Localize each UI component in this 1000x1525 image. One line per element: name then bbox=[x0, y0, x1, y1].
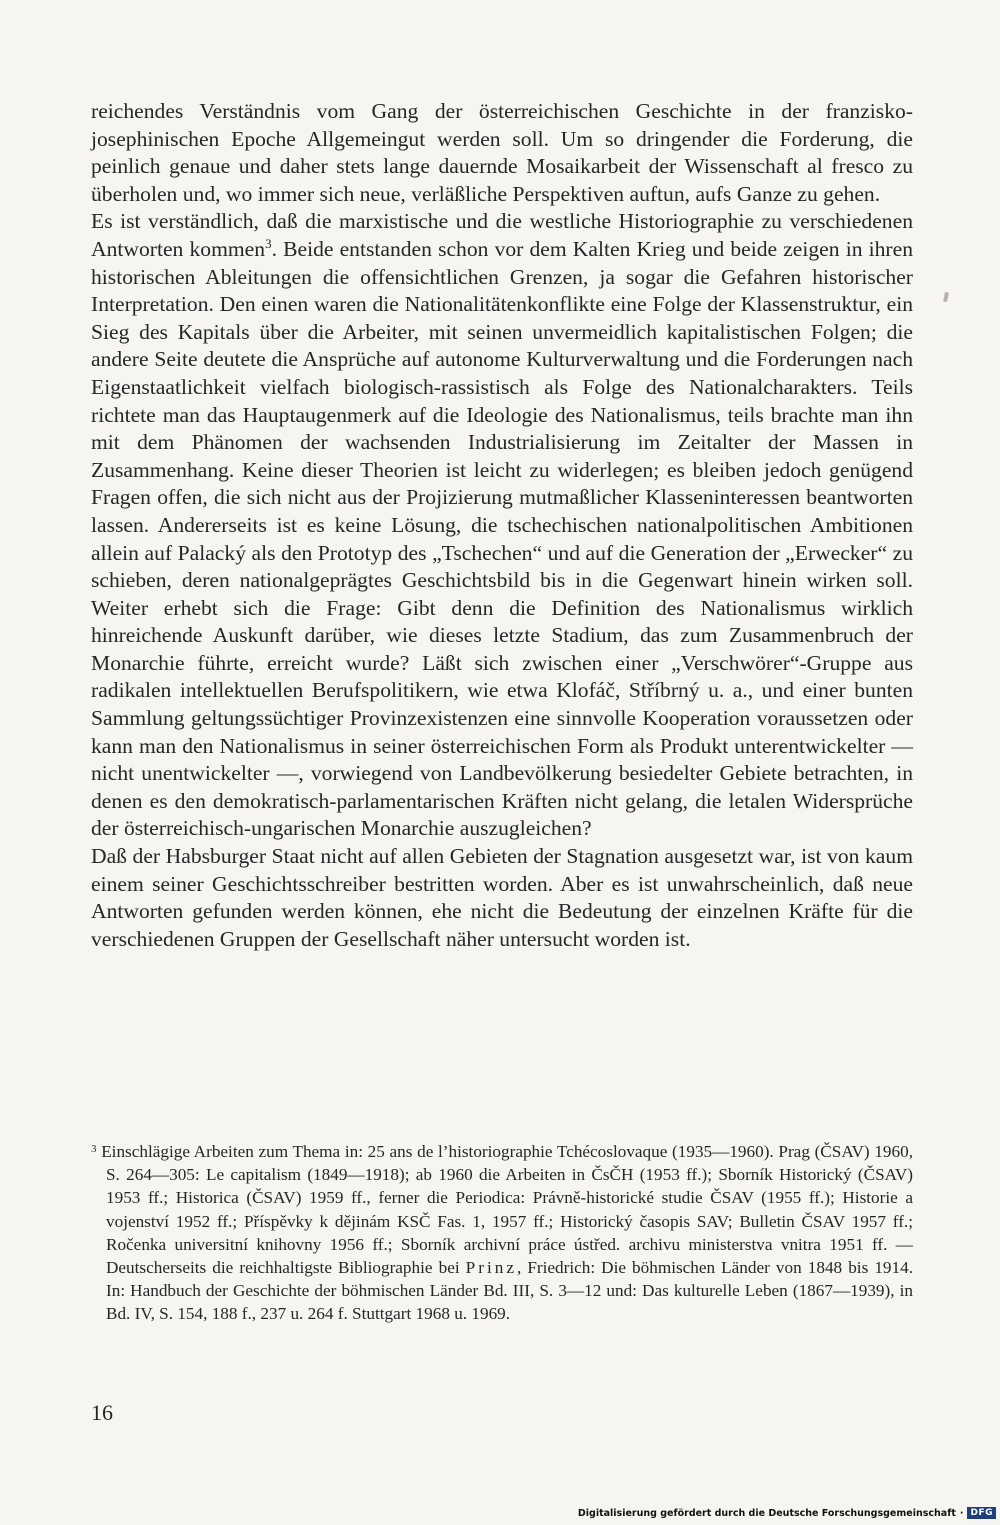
footnote-marker: 3 bbox=[91, 1143, 97, 1155]
footnote-author: Prinz bbox=[465, 1258, 517, 1278]
scan-speck bbox=[943, 292, 949, 303]
paragraph-1: reichendes Verständnis vom Gang der österreichischen Geschichte in der franzisko-josephinischen Epoche Allgemeingut werden soll. Um so dringender die Forderung, die peinlich genaue und daher stets lange dauernde Mosaikarbeit der Wissenschaft al fresco zu überholen und, wo immer sich neue, verläßliche Perspektiven auftun, aufs Ganze zu gehen. bbox=[91, 99, 913, 206]
dfg-logo-icon: DFG bbox=[967, 1507, 996, 1519]
page-number: 16 bbox=[91, 1400, 113, 1425]
paragraph-2-start: Es ist verständlich, daß die marxistische und die westliche Historiographie zu verschiedenen Antworten kommen bbox=[91, 209, 913, 261]
paragraph-2 bbox=[91, 208, 913, 843]
footnote-text-start: Einschlägige Arbeiten zum Thema in: 25 ans de l’historiographie Tchécoslovaque (1935—1960). Prag (ČSAV) 1960, S. 264—305: Le capitalism (1849—1918); ab 1960 die Arbeiten in ČsČH (1953 ff.); Sborník Historický (ČSAV) 1953 ff.; Historica (ČSAV) 1959 ff., ferner die Periodica: Právně-historické studie ČSAV (1955 ff.); Historie a vojenství 1952 ff.; Příspěvky k dějinám KSČ Fas. 1, 1957 ff.; Historický časopis SAV; Bulletin ČSAV 1957 ff.; Ročenka universitní knihovny 1956 ff.; Sborník archivní práce ústřed. archivu ministerstva vnitra 1951 ff. — Deutscherseits die reichhaltigste Bibliographie bei bbox=[101, 1142, 914, 1278]
footnote-reference: 3 bbox=[265, 235, 272, 251]
main-text bbox=[91, 98, 913, 953]
footnote bbox=[91, 1140, 913, 1326]
paragraph-3: Daß der Habsburger Staat nicht auf allen Gebieten der Stagnation ausgesetzt war, ist von kaum einem seiner Geschichtsschreiber bestritten worden. Aber es ist unwahrscheinlich, daß neue Antworten gefunden werden können, ehe nicht die Bedeutung der einzelnen Kräfte für die verschiedenen Gruppen der Gesellschaft näher untersucht worden ist. bbox=[91, 844, 913, 951]
paragraph-2-rest: . Beide entstanden schon vor dem Kalten Krieg und beide zeigen in ihren historischen Ableitungen die offensichtlichen Grenzen, ja sogar die Gefahren historischer Interpretation. Den einen waren die Nationalitätenkonflikte eine Folge der Klassenstruktur, ein Sieg des Kapitals über die Arbeiter, mit seinen unvermeidlich kapitalistischen Folgen; die andere Seite deutete die Ansprüche auf autonome Kulturverwaltung und die Forderungen nach Eigenstaatlichkeit vielfach biologisch-rassistisch als Folge des Nationalcharakters. Teils richtete man das Hauptaugenmerk auf die Ideologie des Nationalismus, teils brachte man ihn mit dem Phänomen der wachsenden Industrialisierung im Zeitalter der Massen in Zusammenhang. Keine dieser Theorien ist leicht zu widerlegen; es bleiben jedoch genügend Fragen offen, die sich nicht aus der Projizierung mutmaßlicher Klasseninteressen beantworten lassen. Andererseits ist es keine Lösung, die tschechischen nationalpolitischen Ambitionen allein auf Palacký als den Prototyp des „Tschechen“ und auf die Generation der „Erwecker“ zu schieben, deren nationalgeprägtes Geschichtsbild bis in die Gegenwart hinein wirken soll. Weiter erhebt sich die Frage: Gibt denn die Definition des Nationalismus wirklich hinreichende Auskunft darüber, wie dieses letzte Stadium, das zum Zusammenbruch der Monarchie führte, erreicht wurde? Läßt sich zwischen einer „Verschwörer“-Gruppe aus radikalen intellektuellen Berufspolitikern, wie etwa Klofáč, Stříbrný u. a., und einer bunten Sammlung geltungssüchtiger Provinzexistenzen eine sinnvolle Kooperation voraussetzen oder kann man den Nationalismus in seiner österreichischen Form als Produkt unterentwickelter — nicht unentwickelter —, vorwiegend von Landbevölkerung besiedelter Gebiete betrachten, in denen es den demokratisch-parlamentarischen Kräften nicht gelang, die letalen Widersprüche der österreichisch-ungarischen Monarchie auszugleichen? bbox=[91, 236, 913, 841]
footnote-text-end: , Friedrich: Die böhmischen Länder von 1848 bis 1914. In: Handbuch der Geschichte der böhmischen Länder Bd. III, S. 3—12 und: Das kulturelle Leben (1867—1939), in Bd. IV, S. 154, 188 f., 237 u. 264 f. Stuttgart 1968 u. 1969. bbox=[106, 1258, 913, 1324]
digitization-notice: Digitalisierung gefördert durch die Deutsche Forschungsgemeinschaft · DFG bbox=[578, 1507, 996, 1519]
digitization-notice-text: Digitalisierung gefördert durch die Deutsche Forschungsgemeinschaft bbox=[577, 1507, 956, 1519]
